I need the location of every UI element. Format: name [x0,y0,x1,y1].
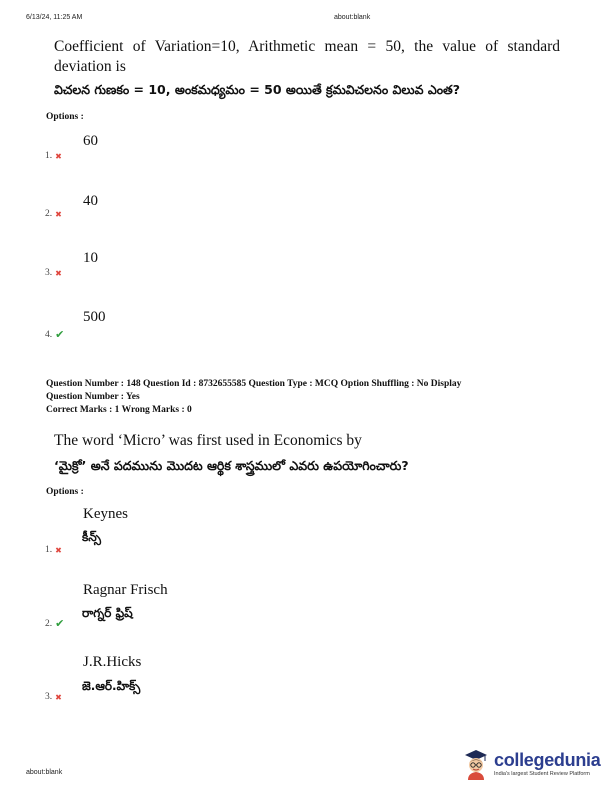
q1-option-2-number: 2. ✖ [45,209,62,219]
correct-check-icon: ✔ [55,617,65,630]
options-label: Options : [46,487,84,497]
question-meta [46,378,461,417]
q2-option-2-number: 2. ✔ [45,617,65,630]
print-footer-url: about:blank [26,769,63,776]
wrong-icon: ✖ [55,268,62,278]
q2-option-1-number: 1. ✖ [45,545,62,555]
question-2-telugu: ‘మైక్రో’ అనే పదమును మొదట ఆర్థిక శాస్త్రములో ఎవరు ఉపయోగించారు? [54,458,409,473]
q2-option-1-text: Keynes [83,506,128,522]
question-marks: Correct Marks : 1 Wrong Marks : 0 [46,405,192,415]
q2-option-3-telugu: జె.ఆర్.హిక్స్ [82,679,141,693]
q1-option-1-number: 1. ✖ [45,151,62,161]
q1-option-1-text: 60 [83,133,98,149]
print-page-title: about:blank [334,14,371,21]
wrong-icon: ✖ [55,545,62,555]
q2-option-2-text: Ragnar Frisch [83,582,168,598]
print-datetime: 6/13/24, 11:25 AM [26,14,83,21]
wrong-icon: ✖ [55,209,62,219]
q1-option-2-text: 40 [83,193,98,209]
logo-tagline: India's largest Student Review Platform [494,771,590,777]
question-1-text: Coefficient of Variation=10, Arithmetic mean = 50, the value of standard deviation is [54,38,560,75]
q2-option-3-text: J.R.Hicks [83,654,142,670]
graduate-mascot-icon [462,748,490,780]
question-meta-line-1: Question Number : 148 Question Id : 8732655585 Question Type : MCQ Option Shuffling : No Display [46,379,462,389]
question-2-text: The word ‘Micro’ was first used in Economics by [54,432,362,449]
q2-option-2-telugu: రాగ్నర్ ఫ్రిష్ [82,606,133,620]
q2-option-3-number: 3. ✖ [45,692,62,702]
q1-option-4-number: 4. ✔ [45,328,65,341]
options-label: Options : [46,112,84,122]
wrong-icon: ✖ [55,692,62,702]
q1-option-4-text: 500 [83,309,106,325]
wrong-icon: ✖ [55,151,62,161]
question-1-telugu: విచలన గుణకం = 10, అంకమధ్యమం = 50 అయితే క్రమవిచలనం విలువ ఎంత? [54,82,461,97]
q2-option-1-telugu: కీన్స్ [82,530,101,544]
q1-option-3-number: 3. ✖ [45,268,62,278]
question-meta-line-2: Question Number : Yes [46,392,140,402]
collegedunia-logo [462,748,600,780]
q1-option-3-text: 10 [83,250,98,266]
correct-check-icon: ✔ [55,328,65,341]
logo-brand-name: collegedunia [494,750,601,770]
